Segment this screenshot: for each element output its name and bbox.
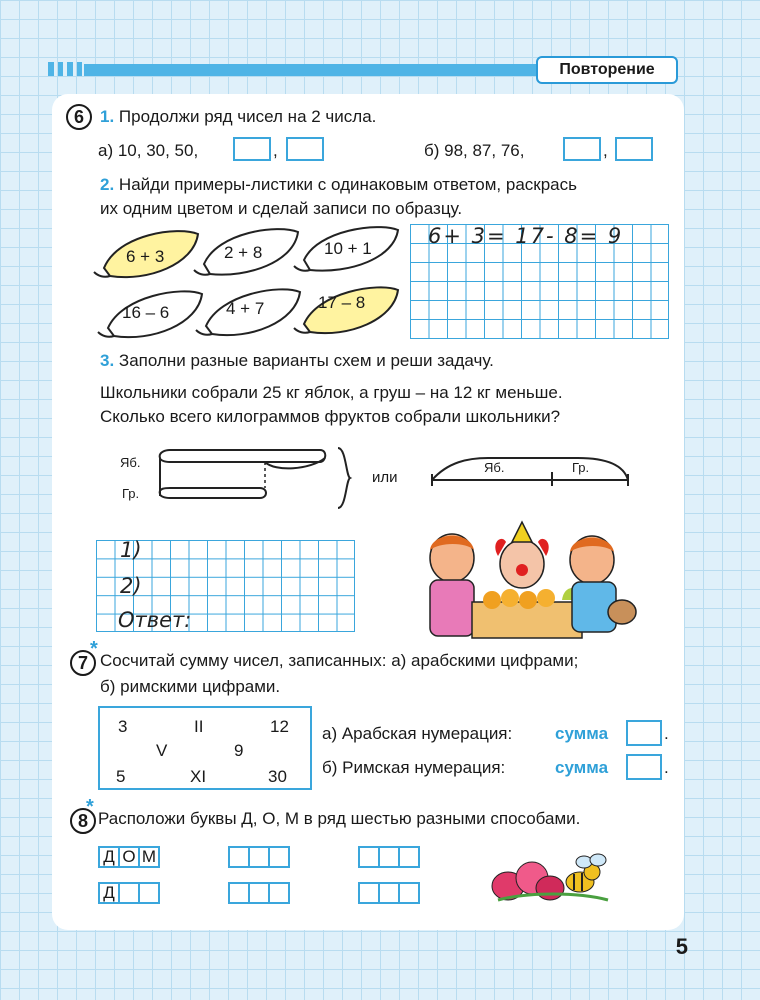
leaf-4-label: 16 – 6 xyxy=(122,303,170,322)
task2-line2: их одним цветом и сделай записи по образцу. xyxy=(100,199,463,218)
letter-cell[interactable] xyxy=(398,846,420,868)
task1-a-input-2[interactable] xyxy=(286,137,324,161)
task1-row-b: б) 98, 87, 76, xyxy=(424,141,525,160)
roman-sum-input[interactable] xyxy=(626,754,662,780)
letter-cell[interactable]: О xyxy=(118,846,140,868)
section-title: Повторение xyxy=(536,56,678,84)
letter-cell[interactable] xyxy=(248,882,270,904)
scheme1-diagram xyxy=(150,446,360,516)
task2-line1 xyxy=(100,174,577,196)
task8-star: * xyxy=(86,796,94,818)
answer-label: Ответ: xyxy=(118,608,192,632)
letters-row-3 xyxy=(358,846,418,868)
letter-cell[interactable] xyxy=(358,882,380,904)
letter-cell[interactable] xyxy=(248,846,270,868)
letters-row-5 xyxy=(228,882,288,904)
task1-title xyxy=(100,106,376,128)
letter-cell[interactable]: Д xyxy=(98,882,120,904)
task1-row-a: а) 10, 30, 50, xyxy=(98,141,199,160)
scheme2-label-apples: Яб. xyxy=(484,460,505,475)
number-5: 5 xyxy=(116,767,126,786)
number-ii: II xyxy=(194,717,204,736)
kids-clown-illustration xyxy=(412,520,642,640)
task7-line2: б) римскими цифрами. xyxy=(100,677,281,696)
task3-problem-1: Школьники собрали 25 кг яблок, а груш – на 12 кг меньше. xyxy=(100,383,563,402)
page-number: 5 xyxy=(675,934,688,959)
letter-cell[interactable] xyxy=(118,882,140,904)
letter-cell[interactable] xyxy=(228,846,250,868)
leaf-6-label: 17 – 8 xyxy=(318,293,366,312)
scheme2-label-pears: Гр. xyxy=(572,460,590,475)
letter-cell[interactable] xyxy=(358,846,380,868)
task1-text: Продолжи ряд чисел на 2 числа. xyxy=(118,107,377,126)
arabic-dot: . xyxy=(664,724,669,743)
task1-b-input-1[interactable] xyxy=(563,137,601,161)
task3-title xyxy=(100,350,494,372)
comma: , xyxy=(603,141,608,160)
number-9: 9 xyxy=(234,741,244,760)
letter-cell[interactable] xyxy=(378,882,400,904)
arabic-sum-word: сумма xyxy=(555,724,609,743)
scheme1-label-pears: Гр. xyxy=(122,486,140,501)
leaf-5-label: 4 + 7 xyxy=(226,299,265,318)
task1-a-input-1[interactable] xyxy=(233,137,271,161)
task2-sample: 6+ 3= 17- 8= 9 xyxy=(428,224,624,248)
roman-sum-word: сумма xyxy=(555,758,609,777)
task3-number: 3. xyxy=(100,351,115,370)
task8-text: Расположи буквы Д, О, М в ряд шестью разными способами. xyxy=(98,809,581,828)
letters-row-1 xyxy=(98,846,158,868)
letter-cell[interactable] xyxy=(268,846,290,868)
task8-number: 8 xyxy=(70,808,96,834)
comma: , xyxy=(273,141,278,160)
flowers-bee-illustration xyxy=(488,848,628,908)
number-xi: XI xyxy=(190,767,207,786)
letter-cell[interactable] xyxy=(268,882,290,904)
task1-b-input-2[interactable] xyxy=(615,137,653,161)
leaf-1-label: 6 + 3 xyxy=(126,247,165,266)
roman-dot: . xyxy=(664,758,669,777)
letter-cell[interactable] xyxy=(228,882,250,904)
answer-step-2: 2) xyxy=(120,574,142,598)
task3-text: Заполни разные варианты схем и реши задачу. xyxy=(118,351,494,370)
letters-row-4 xyxy=(98,882,158,904)
scheme1-label-apples: Яб. xyxy=(120,455,141,470)
leaf-2-label: 2 + 8 xyxy=(224,243,263,262)
letters-row-2 xyxy=(228,846,288,868)
task2-number: 2. xyxy=(100,175,115,194)
header-bar xyxy=(84,64,540,76)
arabic-label: а) Арабская нумерация: xyxy=(322,724,513,743)
task1-number: 1. xyxy=(100,107,115,126)
header-stripes xyxy=(48,62,82,76)
leaf-3-label: 10 + 1 xyxy=(324,239,372,258)
or-label: или xyxy=(372,469,398,486)
arabic-sum-input[interactable] xyxy=(626,720,662,746)
answer-step-1: 1) xyxy=(120,538,142,562)
letter-cell[interactable]: Д xyxy=(98,846,120,868)
letters-row-6 xyxy=(358,882,418,904)
number-12: 12 xyxy=(270,717,289,736)
task3-problem-2: Сколько всего килограммов фруктов собрали школьники? xyxy=(100,407,561,426)
task7-star: * xyxy=(90,638,98,660)
number-3: 3 xyxy=(118,717,128,736)
number-v: V xyxy=(156,741,168,760)
task2-text-1: Найди примеры-листики с одинаковым ответом, раскрась xyxy=(118,175,577,194)
letter-cell[interactable] xyxy=(138,882,160,904)
task7-line1: Сосчитай сумму чисел, записанных: а) арабскими цифрами; xyxy=(100,651,579,670)
number-30: 30 xyxy=(268,767,287,786)
roman-label: б) Римская нумерация: xyxy=(322,758,506,777)
lesson-number: 6 xyxy=(66,104,92,130)
task7-number: 7 xyxy=(70,650,96,676)
letter-cell[interactable] xyxy=(378,846,400,868)
letter-cell[interactable]: М xyxy=(138,846,160,868)
scheme2-diagram xyxy=(428,452,638,488)
letter-cell[interactable] xyxy=(398,882,420,904)
